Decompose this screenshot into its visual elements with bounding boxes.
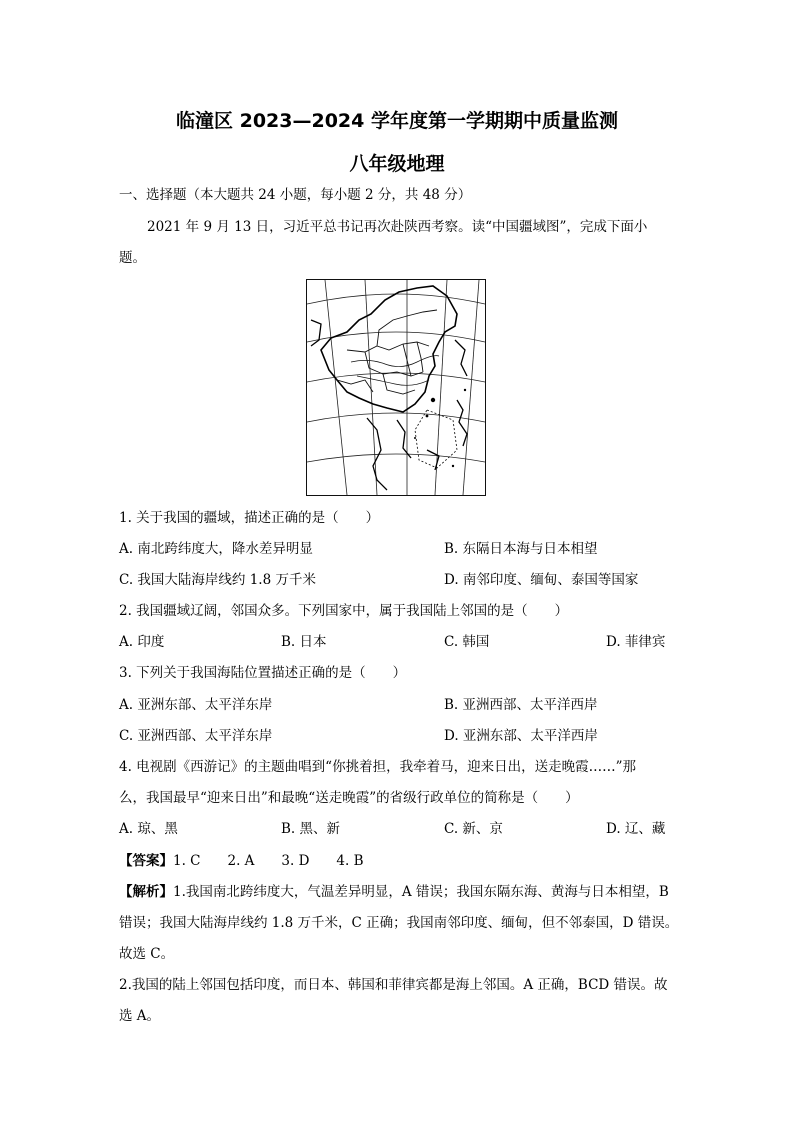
question-4-option-a: A. 琼、黑 xyxy=(119,821,178,837)
question-1-stem: 1. 关于我国的疆域，描述正确的是（ ） xyxy=(119,510,380,526)
answer-label: 【答案】 xyxy=(119,853,173,869)
question-4-option-d: D. 辽、藏 xyxy=(606,821,666,837)
question-4-stem-line1: 4. 电视剧《西游记》的主题曲唱到“你挑着担，我牵着马，迎来日出，送走晚霞……”那 xyxy=(119,759,636,775)
intro-text-line2: 题。 xyxy=(119,250,146,266)
analysis-row-1 xyxy=(119,883,669,901)
question-1-option-a: A. 南北跨纬度大，降水差异明显 xyxy=(119,541,313,557)
analysis-line-3: 故选 C。 xyxy=(119,946,175,962)
question-4-option-c: C. 新、京 xyxy=(444,821,503,837)
question-3-stem: 3. 下列关于我国海陆位置描述正确的是（ ） xyxy=(119,665,407,681)
section-heading: 一、选择题（本大题共 24 小题，每小题 2 分，共 48 分） xyxy=(119,187,472,203)
question-4-stem-line2: 么，我国最早“迎来日出”和最晚“送走晚霞”的省级行政单位的简称是（ ） xyxy=(119,790,579,806)
analysis-line-4: 2.我国的陆上邻国包括印度，而日本、韩国和菲律宾都是海上邻国。A 正确，BCD 错误。故 xyxy=(119,977,668,993)
question-2-option-c: C. 韩国 xyxy=(444,634,490,650)
map-drawing xyxy=(307,280,485,495)
question-3-option-b: B. 亚洲西部、太平洋西岸 xyxy=(444,697,598,713)
question-2-stem: 2. 我国疆域辽阔，邻国众多。下列国家中，属于我国陆上邻国的是（ ） xyxy=(119,603,569,619)
question-1-option-c: C. 我国大陆海岸线约 1.8 万千米 xyxy=(119,572,316,588)
exam-title: 临潼区 2023—2024 学年度第一学期期中质量监测 xyxy=(176,110,618,132)
intro-text-line1: 2021 年 9 月 13 日，习近平总书记再次赴陕西考察。读“中国疆域图”，完成下面小 xyxy=(147,219,648,235)
question-3-option-c: C. 亚洲西部、太平洋东岸 xyxy=(119,728,273,744)
analysis-label: 【解析】 xyxy=(119,884,173,900)
analysis-line-1: 1.我国南北跨纬度大，气温差异明显，A 错误；我国东隔东海、黄海与日本相望，B xyxy=(173,884,669,900)
question-1-option-b: B. 东隔日本海与日本相望 xyxy=(444,541,598,557)
question-2-option-a: A. 印度 xyxy=(119,634,165,650)
question-3-option-d: D. 亚洲东部、太平洋西岸 xyxy=(444,728,598,744)
analysis-line-5: 选 A。 xyxy=(119,1008,161,1024)
question-3-option-a: A. 亚洲东部、太平洋东岸 xyxy=(119,697,273,713)
question-2-option-b: B. 日本 xyxy=(281,634,327,650)
question-1-option-d: D. 南邻印度、缅甸、泰国等国家 xyxy=(444,572,639,588)
question-4-option-b: B. 黑、新 xyxy=(281,821,341,837)
answer-text: 1. C 2. A 3. D 4. B xyxy=(173,853,364,869)
answer-row xyxy=(119,852,364,870)
analysis-line-2: 错误；我国大陆海岸线约 1.8 万千米，C 正确；我国南邻印度、缅甸，但不邻泰国，D 错误。 xyxy=(119,915,679,931)
exam-subtitle: 八年级地理 xyxy=(349,153,445,175)
question-2-option-d: D. 菲律宾 xyxy=(606,634,666,650)
china-territory-map xyxy=(306,279,486,496)
